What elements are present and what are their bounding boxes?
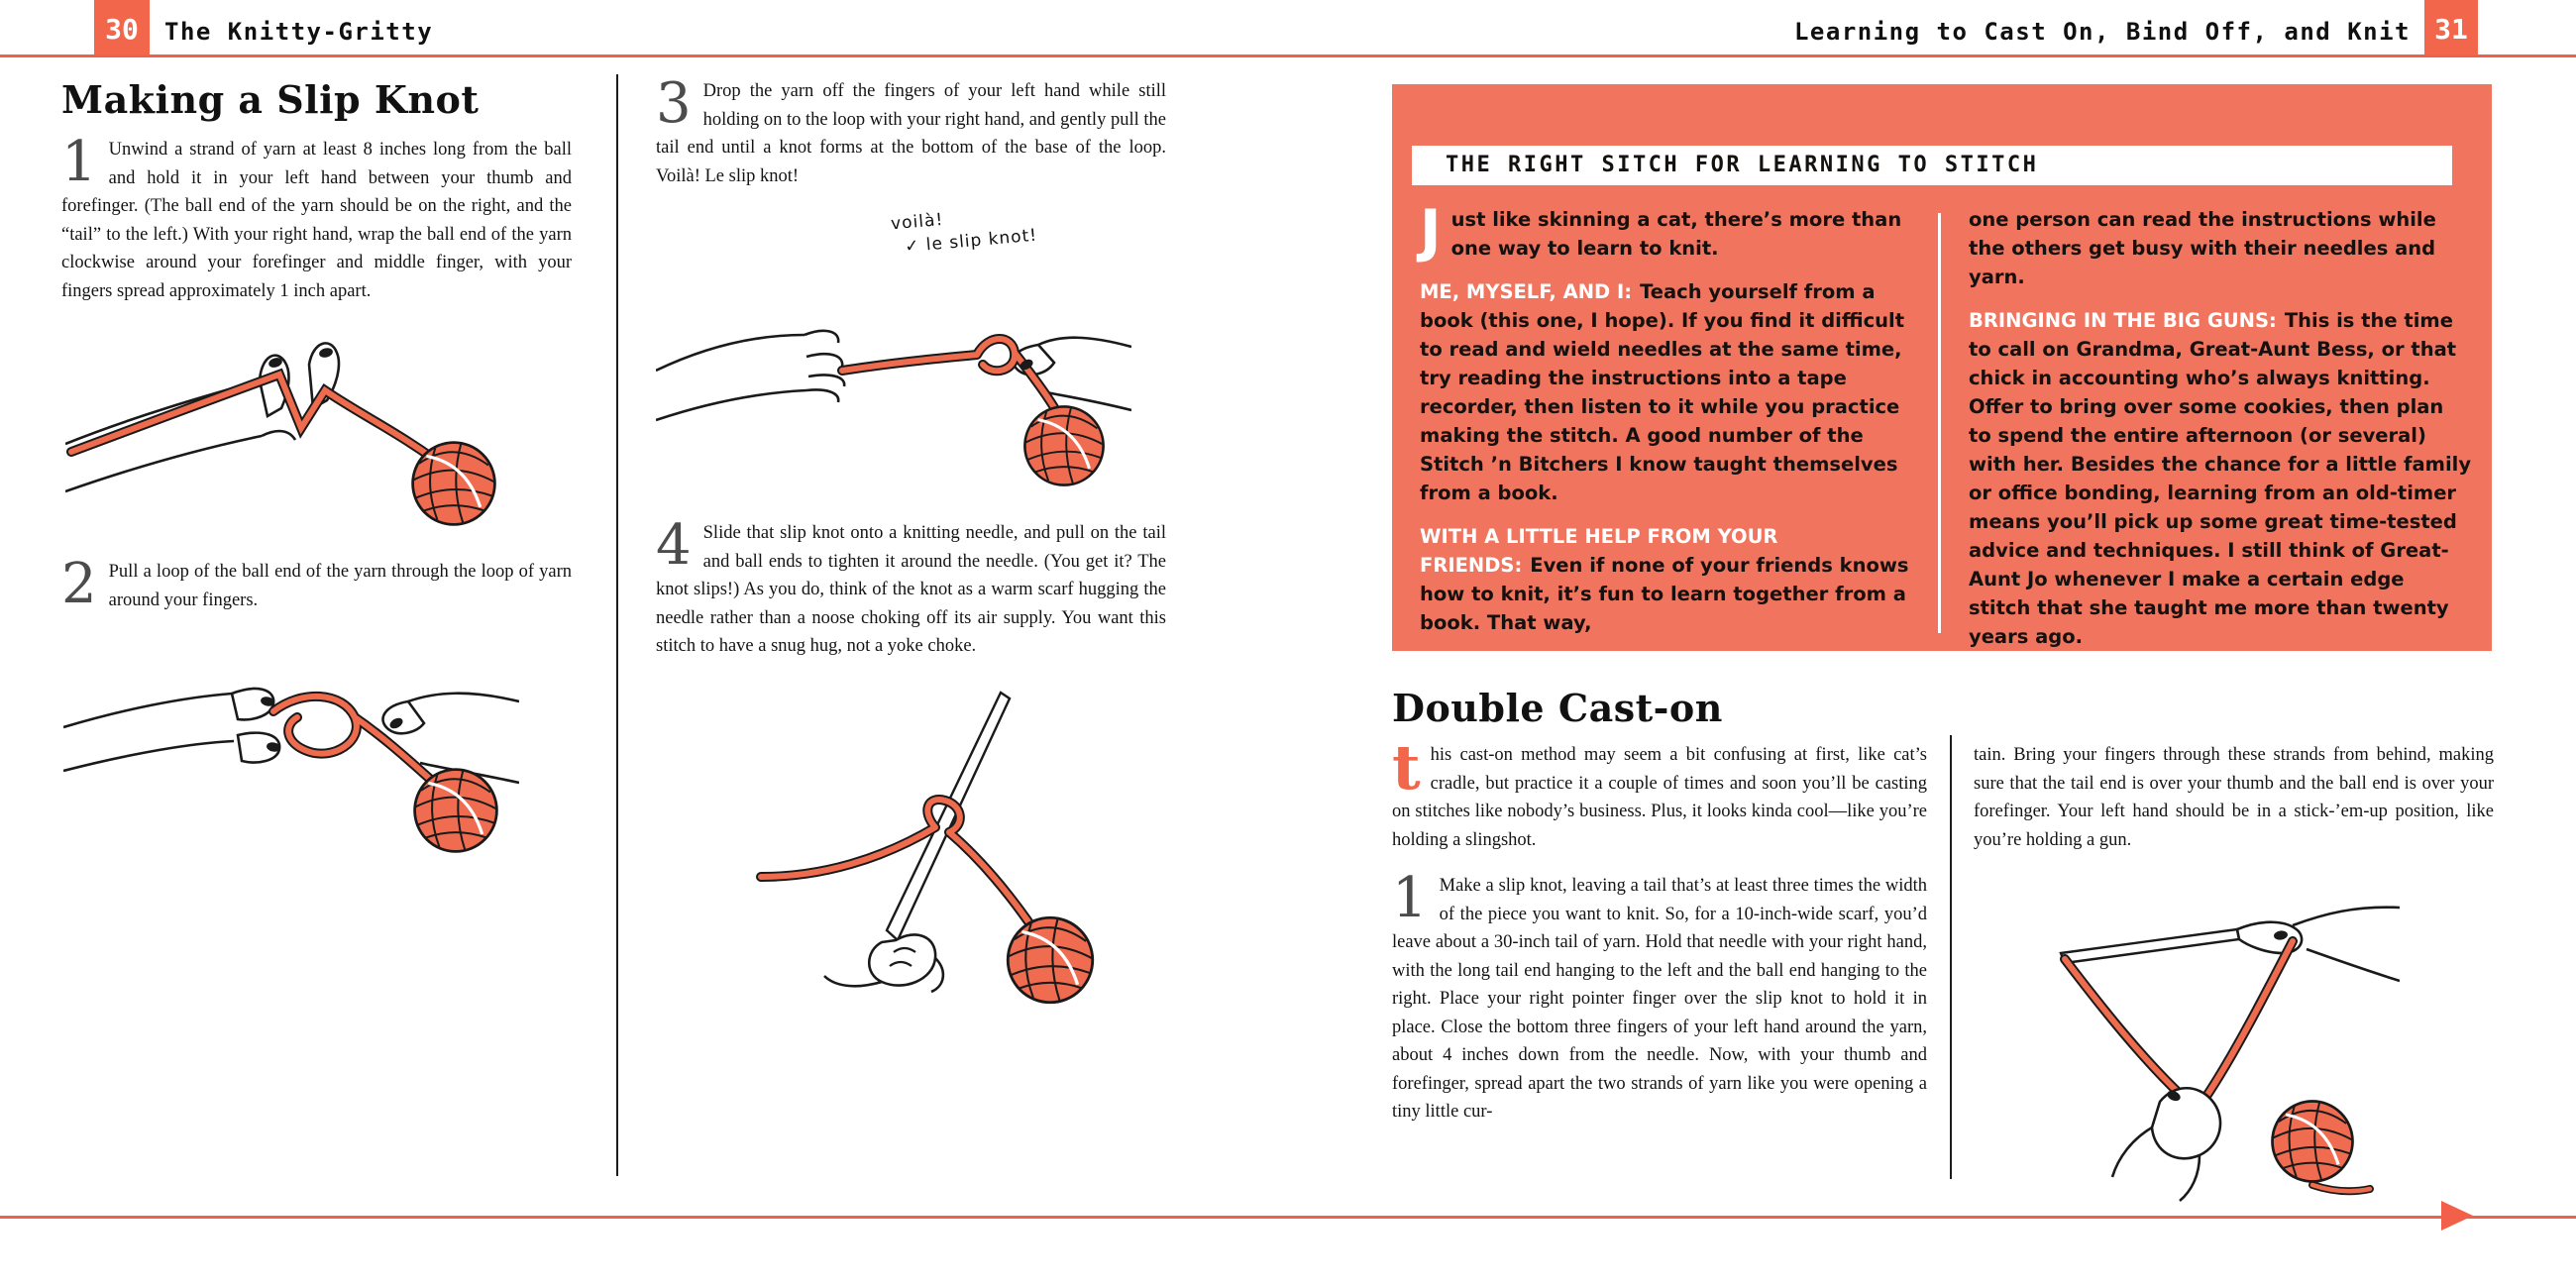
double-cast-on-step-1 — [1392, 866, 1927, 1127]
box-friends-paragraph — [1420, 522, 1923, 637]
slip-knot-step4-drawing — [686, 681, 1122, 1008]
step-2-text: Pull a loop of the ball end of the yarn through the loop of yarn around your fingers. — [108, 562, 572, 610]
page-number-left: 30 — [105, 13, 139, 46]
step-number-4: 4 — [656, 513, 692, 578]
right-page-column-1 — [1392, 731, 1927, 1127]
double-cast-on-continuation: tain. Bring your fingers through these strands from behind, making sure that the tail end is over your thumb and the ball end is over your forefinger. Your left hand should be in a stick-’em-up position, like you’re holding a gun. — [1974, 745, 2494, 850]
box-me-myself-paragraph — [1420, 277, 1923, 507]
illustration-wrap-yarn-around-fingers — [65, 325, 572, 540]
dropcap-t: t — [1392, 731, 1421, 804]
double-cast-on-step-1-text: Make a slip knot, leaving a tail that’s at least three times the width of the piece you want to knit. So, for a 10-inch-wide scarf, you’d leave about a 30-inch tail of yarn. Hold that needle with your right hand, with the long tail end hanging to the left and the ball end hanging to the right. Place your right pointer finger over the slip knot to hold it in place. Close the bottom three fingers of your left hand around the yarn, about 4 inches down from the needle. Now, with your thumb and forefinger, spread apart the two strands of yarn like you were opening a tiny little cur- — [1392, 876, 1927, 1122]
slip-knot-step2-drawing — [63, 632, 519, 868]
bottom-rule — [0, 1216, 2576, 1219]
step-3-paragraph — [656, 71, 1166, 190]
dropcap-J: J — [1420, 197, 1442, 265]
handwritten-note-line1: voilà! — [890, 209, 945, 235]
box-big-guns-paragraph — [1969, 306, 2472, 651]
sidebar-box-column-divider — [1938, 213, 1941, 633]
running-head-right: Learning to Cast On, Bind Off, and Knit — [1793, 18, 2411, 46]
forward-arrow-icon — [2441, 1201, 2473, 1231]
page-number-tab-right — [2424, 0, 2478, 54]
step-number-3: 3 — [656, 71, 692, 136]
box-label-big-guns: BRINGING IN THE BIG GUNS: — [1969, 309, 2277, 332]
illustration-wrap-voila — [656, 200, 1166, 497]
box-intro-text: ust like skinning a cat, there’s more than one way to learn to knit. — [1450, 208, 1902, 260]
step-1-paragraph — [61, 130, 572, 305]
step-4-paragraph — [656, 513, 1166, 661]
box-continuation-paragraph: one person can read the instructions while the others get busy with their needles and yarn. — [1969, 208, 2436, 288]
illustration-wrap-pull-loop — [63, 632, 572, 873]
step-4-text: Slide that slip knot onto a knitting needle, and pull on the tail and ball ends to tighten it around the needle. (You get it? The knot slips!) As you do, think of the knot as a warm scarf hugging the needle rather than a noose choking off its air supply. You want this stitch to have a snug hug, not a yoke choke. — [656, 523, 1166, 656]
right-page-column-rule — [1950, 735, 1952, 1179]
step-3-text: Drop the yarn off the fingers of your left hand while still holding on to the loop with your right hand, and gently pull the tail end until a knot forms at the bottom of the base of the loop. Voilà! Le slip knot! — [656, 81, 1166, 186]
right-page-column-2 — [1974, 741, 2494, 1212]
running-head-left: The Knitty-Gritty — [164, 18, 434, 46]
sidebar-box-title: THE RIGHT SITCH FOR LEARNING TO STITCH — [1446, 153, 2039, 177]
handwritten-note-line2: ✓ le slip knot! — [904, 225, 1038, 258]
page-number-right: 31 — [2434, 13, 2468, 46]
step-number-1: 1 — [61, 130, 97, 194]
sidebar-box — [1392, 84, 2492, 651]
left-page-column-2 — [656, 71, 1166, 1013]
double-cast-on-intro — [1392, 731, 1927, 854]
sidebar-box-left-column — [1420, 197, 1923, 652]
step-number-dco-1: 1 — [1392, 866, 1428, 930]
box-big-guns-text: This is the time to call on Grandma, Great-Aunt Bess, or that chick in accounting who’s always knitting. Offer to bring over some cookies, then plan to spend the entire afternoon (or several) with her. Besides the chance for a little family or office bonding, learning from an old-timer means you’ll pick up some great time-tested advice and techniques. I still think of Great-Aunt Jo whenever I make a certain edge stitch that she taught me more than twenty years ago. — [1969, 309, 2472, 648]
illustration-wrap-slingshot — [2043, 890, 2494, 1212]
page-number-tab-left — [94, 0, 150, 54]
step-1-text: Unwind a strand of yarn at least 8 inches long from the ball and hold it in your left hand between your thumb and forefinger. (The ball end of the yarn should be on the right, and the “tail” to the left.) With your right hand, wrap the ball end of the yarn clockwise around your forefinger and middle finger, with your fingers spread approximately 1 inch apart. — [61, 140, 572, 301]
double-cast-on-intro-text: his cast-on method may seem a bit confusing at first, like cat’s cradle, but practice it a couple of times and soon you’ll be casting on stitches like nobody’s business. Plus, it looks kinda cool—like you’re holding a slingshot. — [1392, 745, 1927, 850]
heading-making-a-slip-knot: Making a Slip Knot — [61, 77, 480, 122]
left-page-column-rule — [616, 74, 618, 1176]
heading-double-cast-on: Double Cast-on — [1392, 686, 1723, 730]
illustration-wrap-needle — [686, 681, 1166, 1013]
sidebar-box-right-column — [1969, 205, 2472, 666]
box-intro-paragraph — [1420, 197, 1923, 265]
box-label-friends: WITH A LITTLE HELP FROM YOUR FRIENDS: — [1420, 525, 1778, 577]
double-cast-on-drawing — [2043, 890, 2400, 1207]
step-number-2: 2 — [61, 552, 97, 616]
left-page-column-1 — [61, 77, 572, 873]
step-2-paragraph — [61, 552, 572, 616]
slip-knot-step1-drawing — [65, 325, 521, 535]
box-me-myself-text: Teach yourself from a book (this one, I hope). If you find it difficult to read and wield needles at the same time, try reading the instructions into a tape recorder, then listen to it while you practice making the stitch. A good number of the Stitch ’n Bitchers I know taught themselves from a book. — [1420, 280, 1905, 504]
box-friends-text: Even if none of your friends knows how to knit, it’s fun to learn together from a book. That way, — [1420, 554, 1909, 634]
sidebar-box-title-strip — [1412, 146, 2452, 185]
top-rule — [0, 54, 2576, 57]
slip-knot-step3-drawing — [656, 252, 1131, 499]
box-label-me-myself: ME, MYSELF, AND I: — [1420, 280, 1633, 303]
